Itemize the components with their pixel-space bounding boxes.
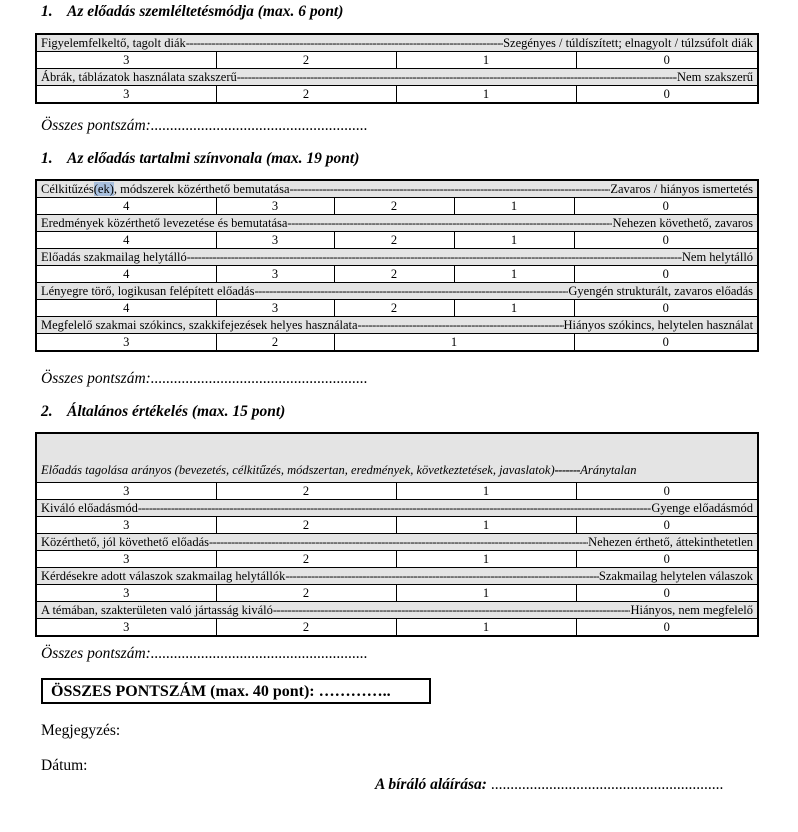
- score-cell[interactable]: 0: [574, 232, 758, 249]
- score-cell[interactable]: 3: [36, 86, 216, 104]
- signature-dots[interactable]: ............................................................: [490, 776, 724, 793]
- score-cell[interactable]: 2: [216, 483, 396, 500]
- score-cell[interactable]: 2: [216, 517, 396, 534]
- section-2-sum: Összes pontszám:........................................................: [41, 370, 368, 387]
- score-cell[interactable]: 2: [216, 619, 396, 637]
- score-cell[interactable]: 2: [216, 52, 396, 69]
- score-cell[interactable]: 1: [454, 266, 574, 283]
- score-cell[interactable]: 3: [216, 198, 334, 215]
- score-cell[interactable]: 1: [396, 86, 576, 104]
- total-score-box: ÖSSZES PONTSZÁM (max. 40 pont): …………..: [41, 678, 431, 704]
- score-cell[interactable]: 0: [574, 300, 758, 317]
- signature-label: A bíráló aláírása:: [375, 776, 487, 793]
- signature-line: [375, 776, 723, 794]
- score-cell[interactable]: 2: [216, 551, 396, 568]
- score-row: [36, 551, 758, 568]
- score-cell[interactable]: 0: [576, 517, 758, 534]
- section-1-title: 1. Az előadás szemléltetésmódja (max. 6 pont): [41, 3, 344, 20]
- score-cell[interactable]: 2: [216, 585, 396, 602]
- score-cell[interactable]: 2: [216, 86, 396, 104]
- score-cell[interactable]: 1: [396, 483, 576, 500]
- criterion-row: Lényegre törő, logikusan felépített előadás ----- Gyengén strukturált, zavaros előadás: [36, 283, 758, 300]
- score-cell[interactable]: 2: [334, 266, 454, 283]
- score-cell[interactable]: 1: [396, 517, 576, 534]
- criterion-row: Figyelemfelkeltő, tagolt diák ----- Szegényes / túldíszített; elnagyolt / túlzsúfolt diák: [36, 34, 758, 52]
- score-cell[interactable]: 1: [454, 232, 574, 249]
- score-cell[interactable]: 0: [574, 198, 758, 215]
- score-cell[interactable]: 0: [576, 551, 758, 568]
- score-cell[interactable]: 4: [36, 232, 216, 249]
- score-cell[interactable]: 1: [396, 585, 576, 602]
- score-cell[interactable]: 2: [216, 334, 334, 352]
- score-cell[interactable]: 1: [334, 334, 574, 352]
- score-cell[interactable]: 4: [36, 300, 216, 317]
- score-cell[interactable]: 0: [576, 52, 758, 69]
- note-label: Megjegyzés:: [41, 722, 121, 739]
- score-cell[interactable]: 3: [36, 619, 216, 637]
- score-cell[interactable]: 4: [36, 198, 216, 215]
- score-cell[interactable]: 1: [396, 619, 576, 637]
- criterion-row: Eredmények közérthető levezetése és bemutatása ----- Nehezen követhető, zavaros: [36, 215, 758, 232]
- score-row: [36, 198, 758, 215]
- score-cell[interactable]: 1: [396, 551, 576, 568]
- score-cell[interactable]: 0: [576, 86, 758, 104]
- criterion-row: Célkitűzés(ek), módszerek közérthető bemutatása ----- Zavaros / hiányos ismertetés: [36, 180, 758, 198]
- score-cell[interactable]: 3: [36, 517, 216, 534]
- section-3-sum: Összes pontszám:........................................................: [41, 645, 368, 662]
- score-cell[interactable]: 3: [216, 266, 334, 283]
- score-cell[interactable]: 0: [574, 334, 758, 352]
- section-1-sum: Összes pontszám:........................................................: [41, 117, 368, 134]
- section-3-title: 2. Általános értékelés (max. 15 pont): [41, 403, 286, 420]
- score-cell[interactable]: 2: [334, 300, 454, 317]
- criterion-row: Közérthető, jól követhető előadás ----- Nehezen érthető, áttekinthetetlen: [36, 534, 758, 551]
- section-1-table: [35, 33, 759, 104]
- score-cell[interactable]: 1: [454, 300, 574, 317]
- score-cell[interactable]: 1: [396, 52, 576, 69]
- score-row: [36, 619, 758, 637]
- score-row: [36, 483, 758, 500]
- score-row: [36, 517, 758, 534]
- criterion-row: A témában, szakterületen való jártasság kiváló ----- Hiányos, nem megfelelő: [36, 602, 758, 619]
- score-cell[interactable]: 3: [36, 585, 216, 602]
- score-cell[interactable]: 3: [36, 52, 216, 69]
- criterion-row: Kiváló előadásmód ----- Gyenge előadásmód: [36, 500, 758, 517]
- criterion-row: Ábrák, táblázatok használata szakszerű ----- Nem szakszerű: [36, 69, 758, 86]
- section-3-number: 2.: [41, 403, 53, 420]
- score-cell[interactable]: 3: [216, 232, 334, 249]
- score-row: [36, 52, 758, 69]
- score-cell[interactable]: 4: [36, 266, 216, 283]
- score-row: [36, 232, 758, 249]
- score-cell[interactable]: 0: [574, 266, 758, 283]
- section-3-table: [35, 432, 759, 637]
- criterion-row: Előadás tagolása arányos (bevezetés, célkitűzés, módszertan, eredmények, következtetések, javaslatok) ------- Aránytalan: [36, 433, 758, 483]
- score-row: [36, 266, 758, 283]
- score-row: [36, 585, 758, 602]
- score-cell[interactable]: 1: [454, 198, 574, 215]
- section-1-number: 1.: [41, 3, 53, 20]
- score-row: [36, 300, 758, 317]
- section-2-number: 1.: [41, 150, 53, 167]
- criterion-row: Kérdésekre adott válaszok szakmailag helytállók ----- Szakmailag helytelen válaszok: [36, 568, 758, 585]
- criterion-row: Megfelelő szakmai szókincs, szakkifejezések helyes használata ----- Hiányos szókincs, helytelen használat: [36, 317, 758, 334]
- section-2-table: [35, 179, 759, 352]
- score-cell[interactable]: 3: [216, 300, 334, 317]
- score-cell[interactable]: 3: [36, 334, 216, 352]
- score-cell[interactable]: 0: [576, 585, 758, 602]
- score-cell[interactable]: 0: [576, 483, 758, 500]
- date-label: Dátum:: [41, 757, 88, 774]
- section-2-title: 1. Az előadás tartalmi színvonala (max. 19 pont): [41, 150, 360, 167]
- score-cell[interactable]: 2: [334, 198, 454, 215]
- criterion-row: Előadás szakmailag helytálló ----- Nem helytálló: [36, 249, 758, 266]
- score-cell[interactable]: 0: [576, 619, 758, 637]
- highlighted-text[interactable]: (ek): [93, 182, 114, 196]
- score-cell[interactable]: 3: [36, 551, 216, 568]
- score-row: [36, 334, 758, 352]
- score-row: [36, 86, 758, 104]
- score-cell[interactable]: 2: [334, 232, 454, 249]
- score-cell[interactable]: 3: [36, 483, 216, 500]
